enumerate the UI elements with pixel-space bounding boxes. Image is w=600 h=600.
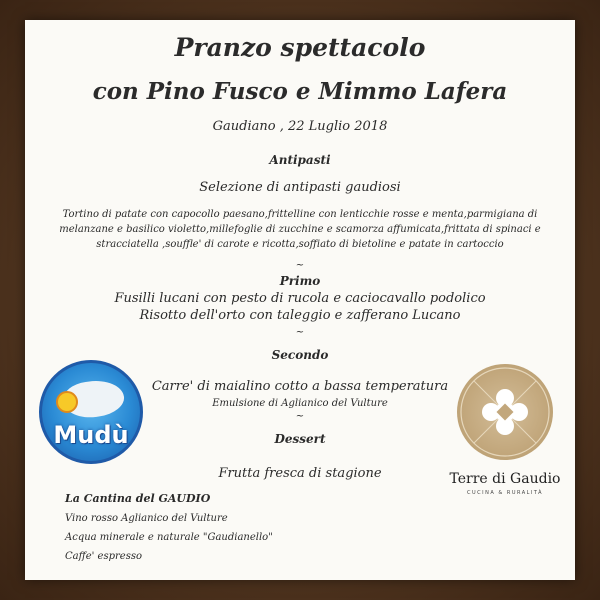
antipasti-heading: Antipasti — [269, 153, 331, 167]
emblem-graphic — [457, 364, 553, 460]
terre-di-gaudio-emblem-icon — [457, 364, 553, 460]
cantina-item: Caffe' espresso — [65, 551, 142, 562]
terre-di-gaudio-tagline: CUCINA & RURALITÀ — [466, 490, 544, 496]
dessert-heading: Dessert — [274, 432, 326, 446]
primo-heading: Primo — [279, 274, 321, 288]
divider-tilde: ~ — [295, 411, 305, 422]
divider-tilde: ~ — [295, 327, 305, 338]
place-date: Gaudiano , 22 Luglio 2018 — [212, 119, 388, 134]
terre-di-gaudio-name: Terre di Gaudio — [449, 471, 561, 487]
cantina-heading: La Cantina del GAUDIO — [65, 492, 211, 505]
menu-subtitle: con Pino Fusco e Mimmo Lafera — [92, 78, 508, 105]
cantina-item: Vino rosso Aglianico del Vulture — [65, 513, 228, 524]
secondo-dish: Carre' di maialino cotto a bassa temperatura — [151, 379, 449, 394]
cantina-item: Acqua minerale e naturale "Gaudianello" — [65, 532, 273, 543]
menu-title: Pranzo spettacolo — [174, 33, 426, 62]
dessert-dish: Frutta fresca di stagione — [218, 466, 382, 481]
mudu-logo-icon — [39, 360, 143, 464]
antipasti-line: stracciatella ,souffle' di carote e ricotta,soffiato di bietoline e patate in cartoccio — [96, 239, 504, 250]
antipasti-line: melanzane e basilico violetto,millefoglie di zucchine e scamorza affumicata,frittata di spinaci e — [59, 224, 541, 235]
secondo-note: Emulsione di Aglianico del Vulture — [212, 398, 388, 409]
mudu-logo-text: Mudù — [53, 421, 129, 449]
secondo-heading: Secondo — [271, 348, 329, 362]
menu-card — [25, 20, 575, 580]
primo-dish: Risotto dell'orto con taleggio e zafferano Lucano — [139, 308, 461, 323]
antipasti-line: Tortino di patate con capocollo paesano,frittelline con lenticchie rosse e menta,parmigiana di — [62, 209, 538, 220]
sun-icon — [56, 391, 78, 413]
primo-dish: Fusilli lucani con pesto di rucola e caciocavallo podolico — [114, 291, 486, 306]
divider-tilde: ~ — [295, 260, 305, 271]
antipasti-main: Selezione di antipasti gaudiosi — [199, 180, 401, 195]
